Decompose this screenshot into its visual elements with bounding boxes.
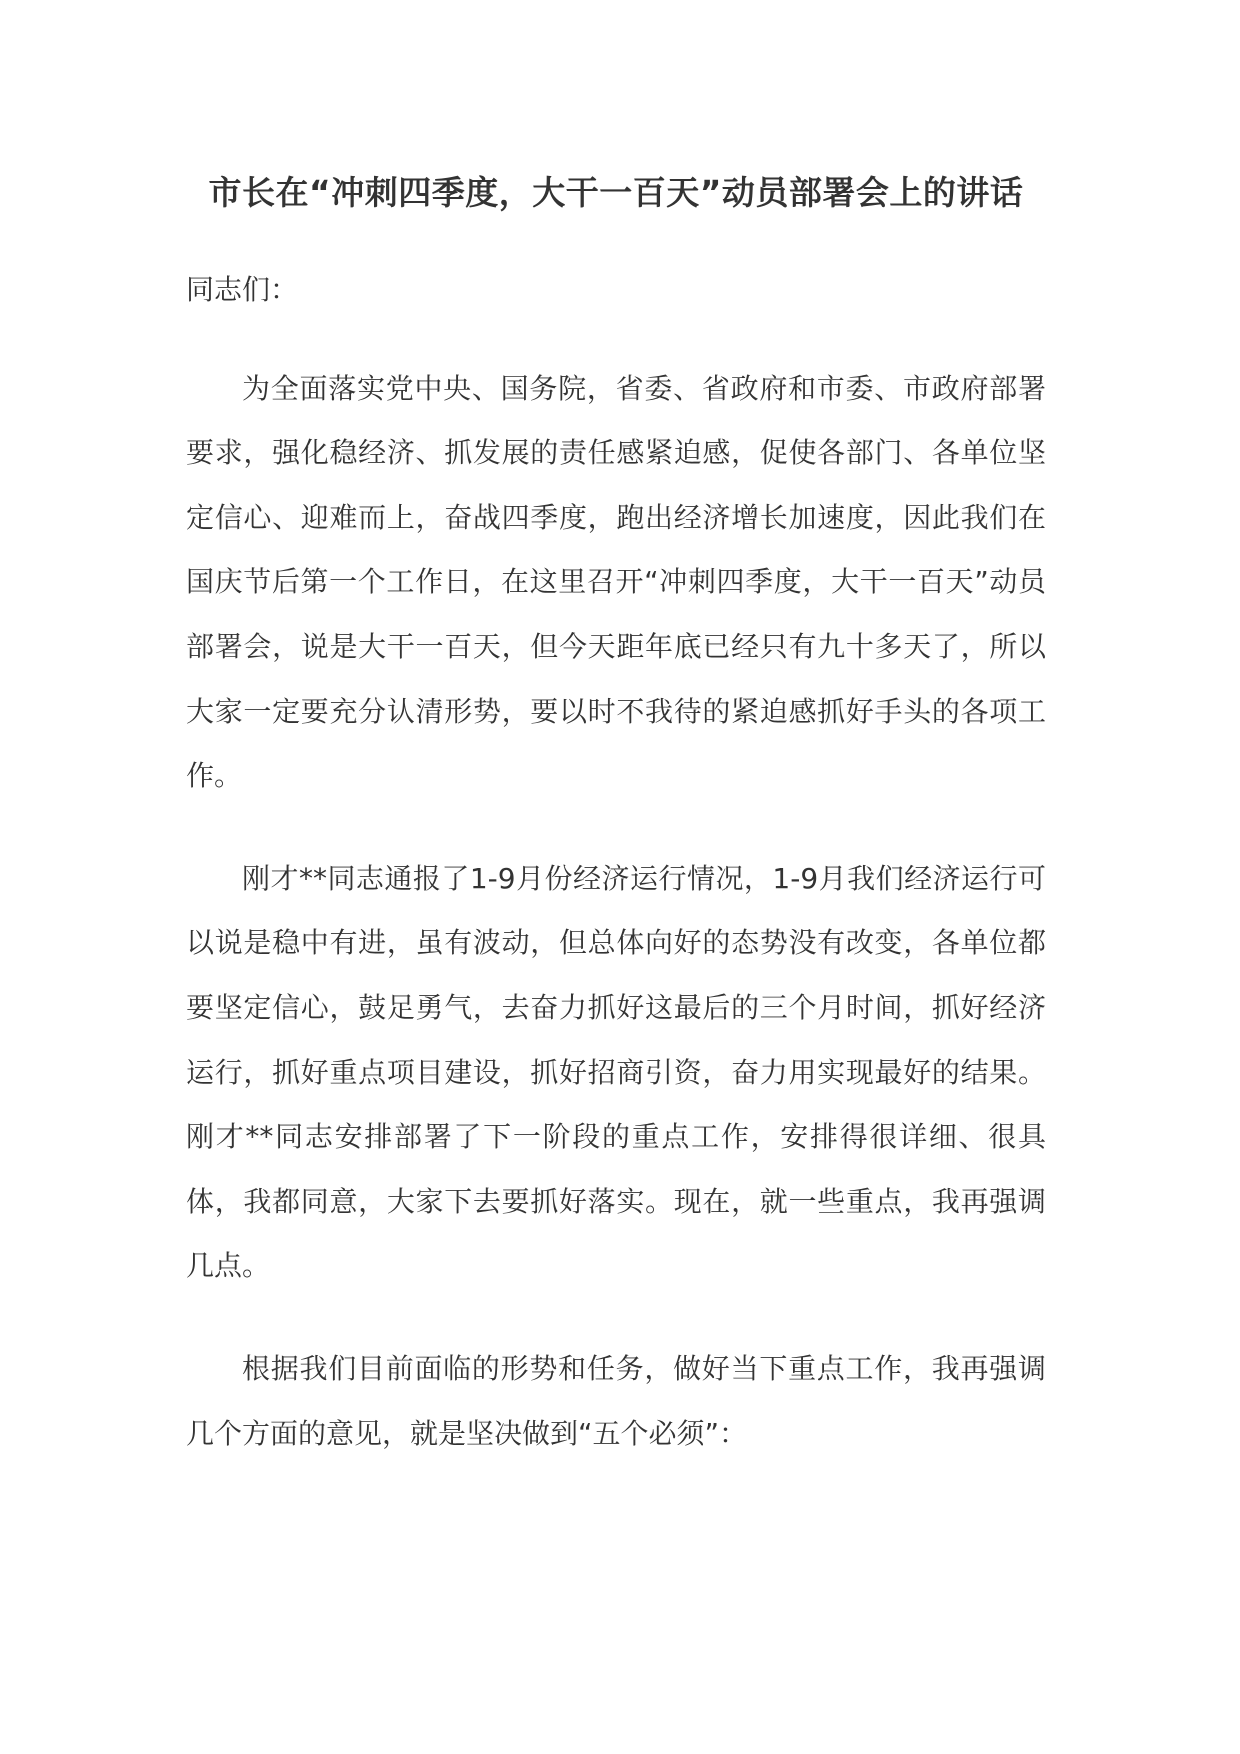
paragraph-five-musts: 根据我们目前面临的形势和任务，做好当下重点工作，我再强调几个方面的意见，就是坚决做到“五个必须”：	[186, 1351, 1046, 1450]
paragraph-economic-report: 刚才**同志通报了1-9月份经济运行情况，1-9月我们经济运行可以说是稳中有进，虽有波动，但总体向好的态势没有改变，各单位都要坚定信心，鼓足勇气，去奋力抓好这最后的三个月时间，抓好经济运行，抓好重点项目建设，抓好招商引资，奋力用实现最好的结果。刚才**同志安排部署了下一阶段的重点工作，安排得很详细、很具体，我都同意，大家下去要抓好落实。现在，就一些重点，我再强调几点。	[186, 861, 1046, 1283]
paragraph-intro: 为全面落实党中央、国务院，省委、省政府和市委、市政府部署要求，强化稳经济、抓发展的责任感紧迫感，促使各部门、各单位坚定信心、迎难而上，奋战四季度，跑出经济增长加速度，因此我们在国庆节后第一个工作日，在这里召开“冲刺四季度，大干一百天”动员部署会，说是大干一百天，但今天距年底已经只有九十多天了，所以大家一定要充分认清形势，要以时不我待的紧迫感抓好手头的各项工作。	[186, 371, 1046, 793]
document-body	[186, 168, 1046, 1504]
salutation: 同志们：	[186, 273, 299, 306]
document-title: 市长在“冲刺四季度，大干一百天”动员部署会上的讲话	[208, 173, 1024, 212]
